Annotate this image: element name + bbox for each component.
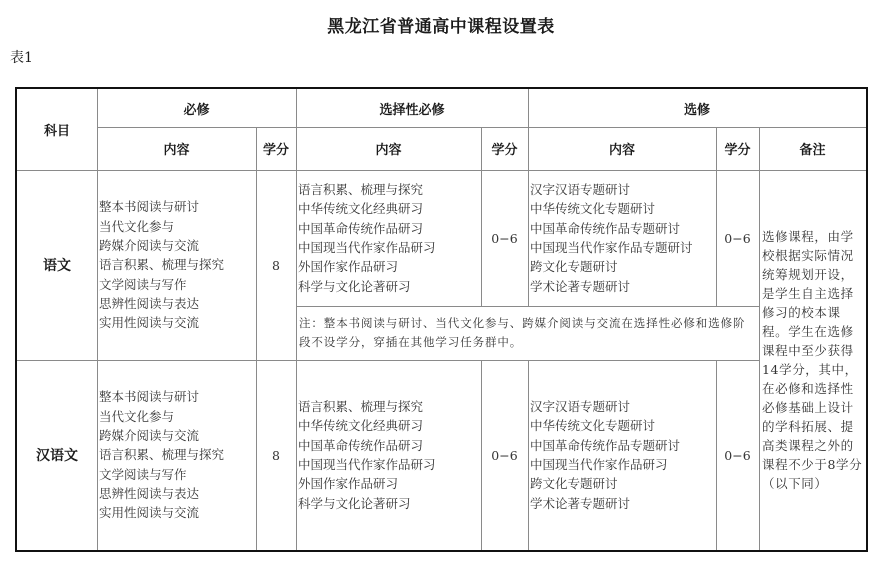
header-remarks: 备注 [799,143,826,158]
elective-content-list [528,360,716,550]
elective-required-content-list [296,360,481,550]
list-item: 汉字汉语专题研讨 [530,182,631,198]
list-item: 整本书阅读与研讨 [99,199,200,215]
list-item: 学术论著专题研讨 [530,495,631,511]
elective-required-content-list [296,170,481,306]
list-item: 跨文化专题研讨 [530,476,618,492]
list-item: 语言积累、梳理与探究 [298,182,424,198]
header-elective-content: 内容 [608,143,635,158]
table-note: 注：整本书阅读与研讨、当代文化参与、跨媒介阅读与交流在选择性必修和选修阶段不设学分，穿插在其他学习任务群中。 [299,316,746,349]
list-item: 外国作家作品研习 [298,259,399,275]
list-item: 中国革命传统作品专题研讨 [530,220,681,236]
curriculum-table [15,87,876,552]
list-item: 文学阅读与写作 [99,466,187,482]
header-required-content: 内容 [163,143,190,158]
header-elective-required: 选择性必修 [379,102,445,118]
list-item: 语言积累、梳理与探究 [298,399,424,415]
header-elective: 选修 [683,102,710,118]
list-item: 整本书阅读与研讨 [99,389,200,405]
list-item: 学术论著专题研讨 [530,278,631,294]
subject-chinese: 语文 [43,258,71,274]
list-item: 外国作家作品研习 [298,476,399,492]
header-elective-credits: 学分 [724,143,751,158]
subject-han-chinese: 汉语文 [36,448,78,464]
list-item: 跨文化专题研讨 [530,259,618,275]
required-credits: 8 [272,257,280,273]
list-item: 跨媒介阅读与交流 [99,428,200,444]
list-item: 思辨性阅读与表达 [99,295,200,311]
elective-credits: 0−6 [724,447,751,463]
list-item: 中国革命传统作品专题研讨 [530,437,681,453]
list-item: 实用性阅读与交流 [99,505,200,521]
list-item: 文学阅读与写作 [99,276,187,292]
list-item: 中国革命传统作品研习 [298,437,424,453]
elective-content-list [528,170,716,306]
list-item: 中国现当代作家作品研习 [298,457,436,472]
table-caption: 表1 [10,50,33,66]
list-item: 中华传统文化专题研讨 [530,418,656,434]
list-item: 科学与文化论著研习 [298,278,411,294]
required-credits: 8 [272,447,280,463]
list-item: 语言积累、梳理与探究 [99,257,225,273]
list-item: 汉字汉语专题研讨 [530,399,631,415]
document-title: 黑龙江省普通高中课程设置表 [327,17,555,37]
list-item: 语言积累、梳理与探究 [99,447,225,463]
list-item: 实用性阅读与交流 [99,315,200,331]
list-item: 中国现当代作家作品研习 [530,457,668,472]
list-item: 当代文化参与 [99,408,175,424]
list-item: 中华传统文化经典研习 [298,418,424,434]
elective-credits: 0−6 [724,230,751,246]
list-item: 中华传统文化专题研讨 [530,201,656,217]
list-item: 中华传统文化经典研习 [298,201,424,217]
elective-required-credits: 0−6 [491,447,518,463]
list-item: 跨媒介阅读与交流 [99,238,200,254]
header-subject: 科目 [43,124,70,139]
header-required: 必修 [183,102,210,118]
list-item: 当代文化参与 [99,218,175,234]
list-item: 中国革命传统作品研习 [298,220,424,236]
required-content-list [97,170,256,360]
list-item: 中国现当代作家作品研习 [298,240,436,255]
list-item: 中国现当代作家作品专题研讨 [530,240,693,255]
list-item: 思辨性阅读与表达 [99,485,200,501]
header-required-credits: 学分 [262,143,289,158]
elective-required-credits: 0−6 [491,230,518,246]
remarks-cell: 选修课程，由学校根据实际情况统筹规划开设，是学生自主选择修习的校本课程。学生在选修课程中至少获得14学分，其中，在必修和选择性必修基础上设计的学科拓展、提高类课程之外的课程不少于8学分 （以下同） [762,229,876,491]
required-content-list [97,360,256,550]
header-elective-required-content: 内容 [375,143,402,158]
header-elective-required-credits: 学分 [491,143,518,158]
list-item: 科学与文化论著研习 [298,495,411,511]
